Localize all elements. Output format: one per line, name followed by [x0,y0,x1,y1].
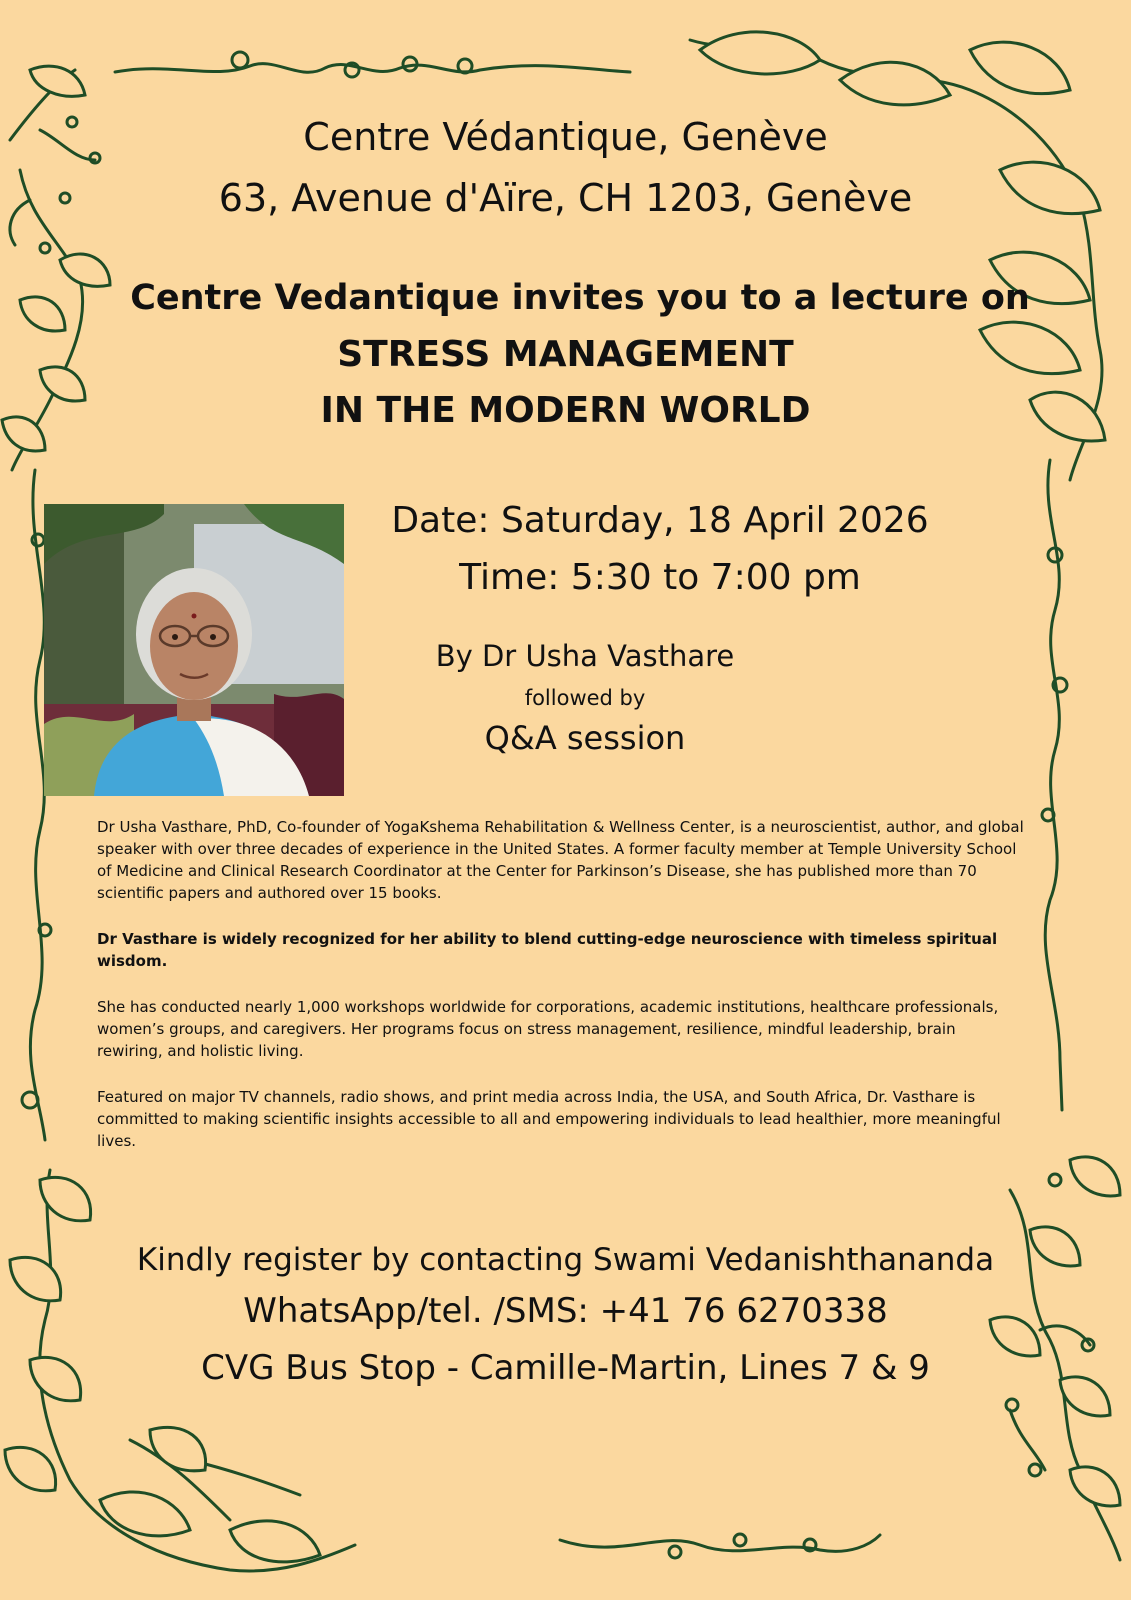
qa-session-label: Q&A session [484,719,686,757]
bus-stop-info: CVG Bus Stop - Camille-Martin, Lines 7 & 9 [201,1348,930,1388]
event-date: Date: Saturday, 18 April 2026 [391,500,929,541]
followed-by-label: followed by [524,686,646,710]
lecture-title-line-2: IN THE MODERN WORLD [320,390,811,431]
speaker-biography [97,816,1025,1176]
bio-paragraph-3: She has conducted nearly 1,000 workshops worldwide for corporations, academic institutions, healthcare professionals, women’s groups, and caregivers. Her programs focus on stress management, resilience, mindful leadership, brain rewiring, and holistic living. [97,998,999,1060]
venue-address: 63, Avenue d'Aïre, CH 1203, Genève [218,176,913,220]
registration-line: Kindly register by contacting Swami Vedanishthananda [136,1242,995,1278]
lecture-title-line-1: STRESS MANAGEMENT [337,334,794,375]
bio-paragraph-2: Dr Vasthare is widely recognized for her ability to blend cutting-edge neuroscience with timeless spiritual wisdom. [97,930,998,970]
venue-name: Centre Védantique, Genève [303,115,828,159]
speaker-photo [44,504,344,796]
event-time: Time: 5:30 to 7:00 pm [459,557,861,598]
bio-paragraph-1: Dr Usha Vasthare, PhD, Co-founder of YogaKshema Rehabilitation & Wellness Center, is a neuroscientist, author, and global speaker with over three decades of experience in the United States. A former faculty member at Temple University School of Medicine and Clinical Research Coordinator at the Center for Parkinson’s Disease, she has published more than 70 scientific papers and authored over 15 books. [97,818,1024,902]
contact-phone: WhatsApp/tel. /SMS: +41 76 6270338 [243,1291,888,1331]
speaker-name: By Dr Usha Vasthare [435,639,735,673]
bio-paragraph-4: Featured on major TV channels, radio shows, and print media across India, the USA, and South Africa, Dr. Vasthare is committed to making scientific insights accessible to all and empowering individuals to lead healthier, more meaningful lives. [97,1088,1001,1150]
invitation-line: Centre Vedantique invites you to a lecture on [130,278,1030,318]
